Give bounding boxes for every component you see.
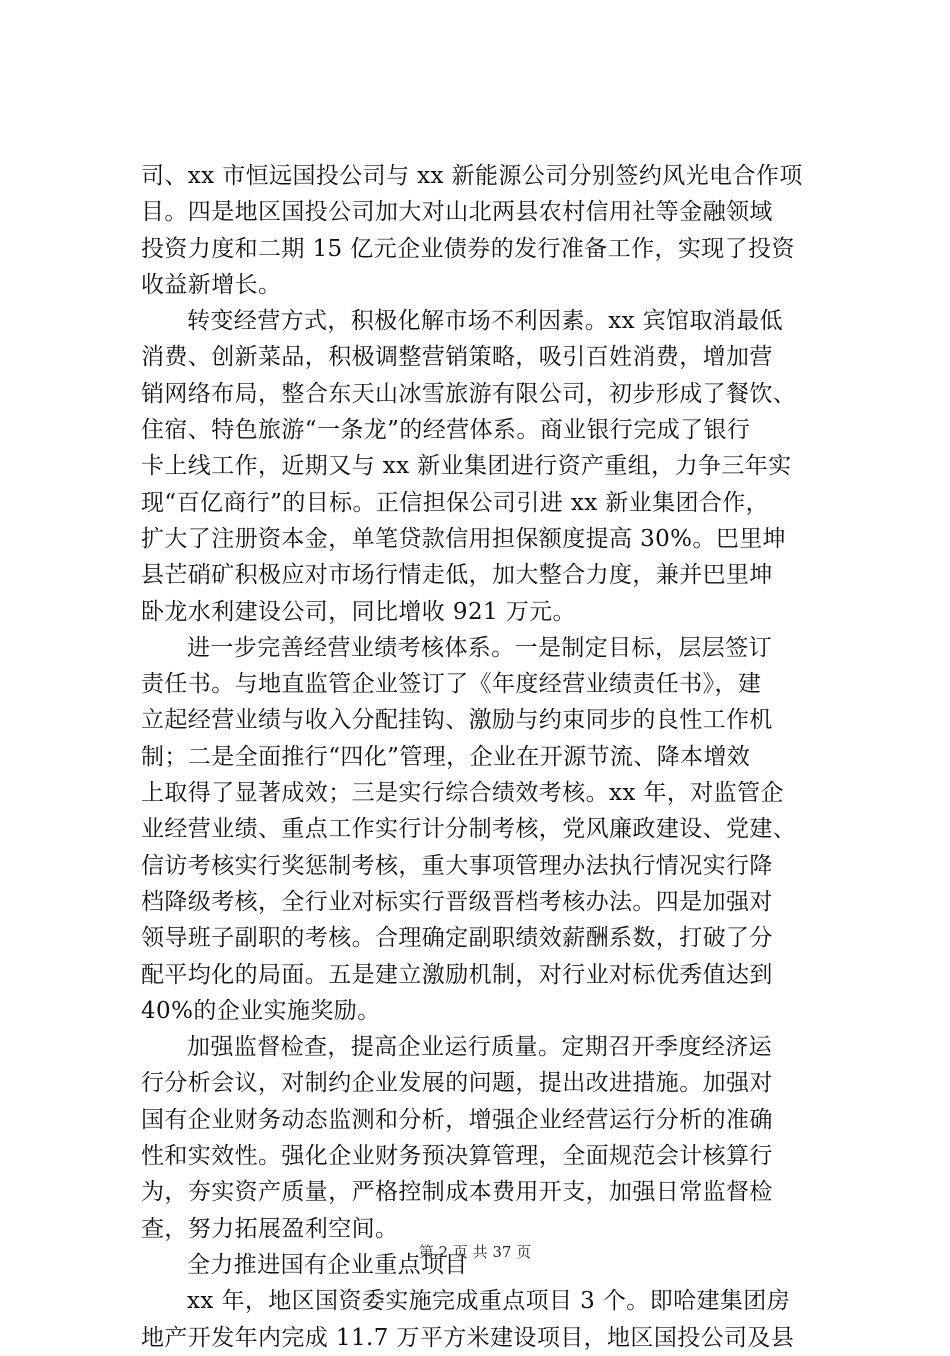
text-line: 配平均化的局面。五是建立激励机制，对行业对标优秀值达到: [141, 961, 773, 988]
text-line: 扩大了注册资本金，单笔贷款信用担保额度提高 30%。巴里坤: [141, 525, 787, 552]
text-line: 制；二是全面推行“四化”管理，企业在开源节流、降本增效: [141, 743, 751, 770]
text-line: 业经营业绩、重点工作实行计分制考核，党风廉政建设、党建、: [141, 816, 797, 843]
document-body: [141, 158, 841, 1356]
text-line: 全力推进国有企业重点项目: [187, 1251, 468, 1278]
text-line: 档降级考核，全行业对标实行晋级晋档考核办法。四是加强对: [141, 888, 773, 915]
text-line: 领导班子副职的考核。合理确定副职绩效薪酬系数，打破了分: [141, 925, 773, 952]
page-footer: 第 2 页 共 37 页: [418, 1243, 532, 1261]
text-line: 进一步完善经营业绩考核体系。一是制定目标，层层签订: [187, 634, 772, 661]
text-line: 性和实效性。强化企业财务预决算管理，全面规范会计核算行: [141, 1143, 773, 1170]
text-line: 卡上线工作，近期又与 xx 新业集团进行资产重组，力争三年实: [141, 453, 792, 480]
text-line: 立起经营业绩与收入分配挂钩、激励与约束同步的良性工作机: [141, 707, 773, 734]
text-line: 投资力度和二期 15 亿元企业债券的发行准备工作，实现了投资: [141, 235, 795, 262]
text-line: 收益新增长。: [141, 271, 282, 298]
text-line: 消费、创新菜品，积极调整营销策略，吸引百姓消费，增加营: [141, 344, 773, 371]
text-line: 目。四是地区国投公司加大对山北两县农村信用社等金融领域: [141, 199, 773, 226]
text-line: 信访考核实行奖惩制考核，重大事项管理办法执行情况实行降: [141, 852, 773, 879]
text-line: 住宿、特色旅游“一条龙”的经营体系。商业银行完成了银行: [141, 417, 751, 444]
text-line: xx 年，地区国资委实施完成重点项目 3 个。即哈建集团房: [187, 1288, 791, 1315]
text-line: 国有企业财务动态监测和分析，增强企业经营运行分析的准确: [141, 1106, 773, 1133]
text-line: 上取得了显著成效；三是实行综合绩效考核。xx 年，对监管企: [141, 780, 784, 807]
text-line: 为，夯实资产质量，严格控制成本费用开支，加强日常监督检: [141, 1179, 773, 1206]
text-line: 加强监督检查，提高企业运行质量。定期召开季度经济运: [187, 1034, 772, 1061]
text-line: 卧龙水利建设公司，同比增收 921 万元。: [141, 598, 576, 625]
text-line: 现“百亿商行”的目标。正信担保公司引进 xx 新业集团合作，: [141, 489, 770, 516]
text-line: 转变经营方式，积极化解市场不利因素。xx 宾馆取消最低: [187, 308, 784, 335]
text-line: 县芒硝矿积极应对市场行情走低，加大整合力度，兼并巴里坤: [141, 562, 773, 589]
text-line: 司、xx 市恒远国投公司与 xx 新能源公司分别签约风光电合作项: [141, 163, 803, 189]
text-line: 40%的企业实施奖励。: [141, 997, 381, 1024]
text-line: 销网络布局，整合东天山冰雪旅游有限公司，初步形成了餐饮、: [141, 380, 797, 407]
text-line: 责任书。与地直监管企业签订了《年度经营业绩责任书》，建: [141, 671, 762, 698]
text-line: 地产开发年内完成 11.7 万平方米建设项目，地区国投公司及县: [141, 1324, 795, 1351]
text-line: 行分析会议，对制约企业发展的问题，提出改进措施。加强对: [141, 1070, 773, 1097]
text-line: 查，努力拓展盈利空间。: [141, 1215, 399, 1242]
